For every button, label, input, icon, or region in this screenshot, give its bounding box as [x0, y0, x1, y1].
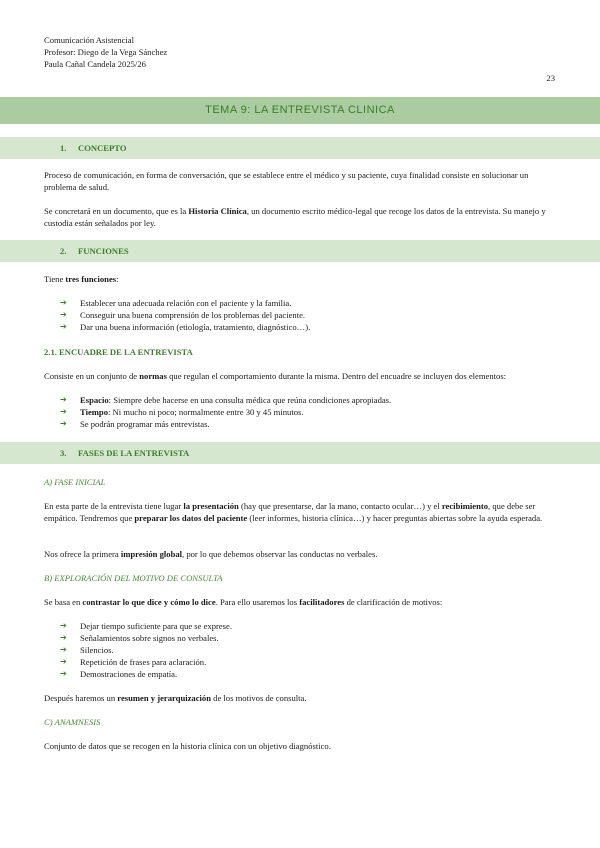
list-item: ➔ Silencios. — [60, 645, 114, 655]
fase-inicial-paragraph-2: Nos ofrece la primera impresión global, por lo que debemos observar las conductas no verbales. — [44, 549, 378, 559]
arrow-icon: ➔ — [60, 633, 67, 642]
author-line: Paula Cañal Candela 2025/26 — [44, 59, 146, 69]
chapter-title: TEMA 9: LA ENTREVISTA CLINICA — [0, 97, 600, 124]
arrow-icon: ➔ — [60, 310, 67, 319]
concepto-paragraph-2: Se concretará en un documento, que es la Historia Clínica, un documento escrito médico-legal que recoge los datos de la entrevista. Su manejo y custodia están señalados por ley. — [44, 206, 546, 228]
exploracion-paragraph-1: Se basa en contrastar lo que dice y cómo lo dice. Para ello usaremos los facilitadores de clarificación de motivos: — [44, 597, 443, 607]
arrow-icon: ➔ — [60, 419, 67, 428]
list-item: ➔ Señalamientos sobre signos no verbales. — [60, 633, 219, 643]
arrow-icon: ➔ — [60, 657, 67, 666]
list-item: ➔ Establecer una adecuada relación con el paciente y la familia. — [60, 298, 292, 308]
section-label: FASES DE LA ENTREVISTA — [78, 448, 190, 458]
list-item: ➔ Espacio: Siempre debe hacerse en una consulta médica que reúna condiciones apropiadas. — [60, 395, 392, 405]
funciones-list — [60, 297, 540, 333]
list-item: ➔ Se podrán programar más entrevistas. — [60, 419, 210, 429]
encuadre-paragraph: Consiste en un conjunto de normas que regulan el comportamiento durante la misma. Dentro del encuadre se incluyen dos elementos: — [44, 371, 507, 381]
list-item: ➔ Tiempo: Ni mucho ni poco; normalmente entre 30 y 45 minutos. — [60, 407, 304, 417]
list-item: ➔ Repetición de frases para aclaración. — [60, 657, 207, 667]
subsection-heading-fase-inicial: A) FASE INICIAL — [44, 477, 106, 487]
arrow-icon: ➔ — [60, 645, 67, 654]
section-number: 1. — [60, 143, 67, 153]
subsection-heading-anamnesis: C) ANAMNESIS — [44, 717, 101, 727]
section-label: FUNCIONES — [78, 246, 129, 256]
section-label: CONCEPTO — [78, 143, 127, 153]
arrow-icon: ➔ — [60, 395, 67, 404]
arrow-icon: ➔ — [60, 621, 67, 630]
list-item: ➔ Dar una buena información (etiología, tratamiento, diagnóstico…). — [60, 322, 311, 332]
list-item: ➔ Conseguir una buena comprensión de los problemas del paciente. — [60, 310, 306, 320]
list-item: ➔ Dejar tiempo suficiente para que se exprese. — [60, 621, 232, 631]
course-name: Comunicación Asistencial — [44, 35, 134, 45]
section-number: 2. — [60, 246, 67, 256]
arrow-icon: ➔ — [60, 669, 67, 678]
page-number: 23 — [546, 73, 555, 83]
section-number: 3. — [60, 448, 67, 458]
funciones-intro: Tiene tres funciones: — [44, 274, 119, 284]
anamnesis-paragraph: Conjunto de datos que se recogen en la historia clínica con un objetivo diagnóstico. — [44, 741, 331, 751]
fase-inicial-paragraph-1: En esta parte de la entrevista tiene lugar la presentación (hay que presentarse, dar la mano, contacto ocular…) y el recibimiento, que debe ser empático. Tendremos que preparar los datos del paciente (leer informes, historia clínica…) y hacer preguntas abiertas sobre la ayuda esperada. — [44, 501, 543, 523]
arrow-icon: ➔ — [60, 322, 67, 331]
subsection-heading-encuadre: 2.1. ENCUADRE DE LA ENTREVISTA — [44, 347, 193, 357]
professor-line: Profesor: Diego de la Vega Sánchez — [44, 47, 168, 57]
concepto-paragraph-1: Proceso de comunicación, en forma de conversación, que se establece entre el médico y su paciente, cuya finalidad consiste en solucionar un problema de salud. — [44, 170, 529, 192]
section-heading-fases — [0, 442, 600, 464]
section-heading-funciones — [0, 240, 600, 262]
exploracion-paragraph-2: Después haremos un resumen y jerarquización de los motivos de consulta. — [44, 693, 307, 703]
facilitadores-list — [60, 620, 540, 680]
arrow-icon: ➔ — [60, 407, 67, 416]
section-heading-concepto — [0, 137, 600, 159]
subsection-heading-exploracion: B) EXPLORACIÓN DEL MOTIVO DE CONSULTA — [44, 573, 223, 583]
encuadre-list — [60, 394, 540, 430]
list-item: ➔ Demostraciones de empatía. — [60, 669, 178, 679]
document-header — [44, 34, 167, 70]
arrow-icon: ➔ — [60, 298, 67, 307]
